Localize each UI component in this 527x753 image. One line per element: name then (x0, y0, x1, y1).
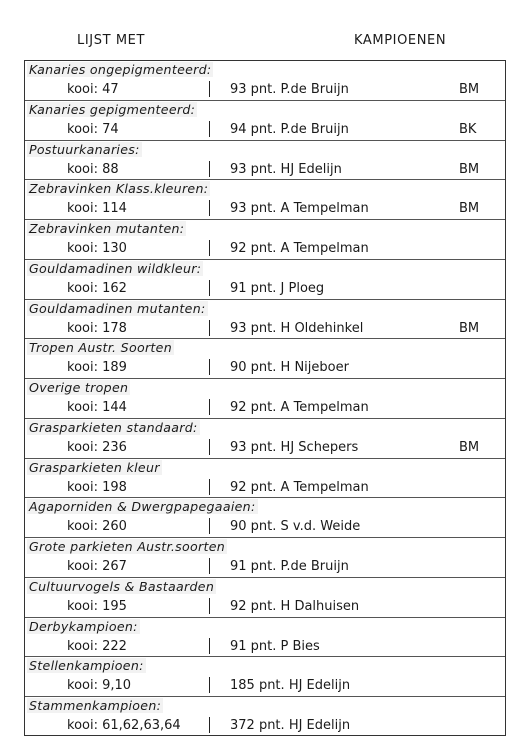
score-and-name (230, 82, 349, 97)
champion-entry (25, 220, 505, 260)
score-and-name (230, 678, 350, 693)
champion-entry (25, 339, 505, 379)
breeder-name: A Tempelman (280, 241, 369, 256)
cage-number: kooi: 236 (67, 439, 127, 455)
points: 94 pnt. (230, 121, 277, 137)
category-label: Gouldamadinen mutanten: (29, 300, 206, 316)
category-label: Gouldamadinen wildkleur: (29, 260, 202, 276)
champion-entry (25, 260, 505, 300)
points: 93 pnt. (230, 161, 277, 177)
cage-number: kooi: 47 (67, 82, 119, 97)
breeder-name: HJ Edelijn (288, 678, 351, 694)
category-label: Tropen Austr. Soorten (29, 340, 172, 356)
category-label: Grote parkieten Austr.soorten (29, 539, 226, 554)
cage-number: kooi: 61,62,63,64 (67, 718, 181, 733)
points: 185 pnt. (230, 678, 285, 694)
score-and-name (230, 360, 349, 375)
champion-entry (25, 141, 505, 181)
points: 91 pnt. (230, 559, 277, 574)
points: 91 pnt. (230, 638, 277, 654)
category-label: Grasparkieten kleur (29, 459, 160, 475)
points: 91 pnt. (230, 280, 277, 296)
award-badge: BM (459, 161, 480, 177)
breeder-name: J Ploeg (280, 280, 325, 296)
column-separator (209, 121, 210, 137)
points: 93 pnt. (230, 201, 277, 217)
cage-number: kooi: 144 (67, 400, 127, 415)
champion-entry (25, 101, 505, 141)
category-label: Derbykampioen: (29, 618, 138, 634)
column-separator (209, 280, 210, 296)
breeder-name: HJ Schepers (280, 439, 359, 455)
column-separator (209, 81, 210, 97)
champion-entry (25, 697, 505, 737)
column-separator (209, 677, 210, 693)
champion-entry (25, 538, 505, 578)
champion-entry (25, 379, 505, 419)
breeder-name: P.de Bruijn (280, 559, 349, 574)
cage-number: kooi: 162 (67, 280, 127, 296)
header-right-title: KAMPIOENEN (354, 33, 447, 48)
column-separator (209, 558, 210, 574)
cage-number: kooi: 222 (67, 638, 127, 654)
column-separator (209, 717, 210, 733)
cage-number: kooi: 178 (67, 320, 127, 336)
category-label: Kanaries ongepigmenteerd: (29, 62, 212, 77)
column-separator (209, 320, 210, 336)
breeder-name: H Nijeboer (280, 360, 349, 376)
column-separator (209, 200, 210, 216)
score-and-name (230, 480, 369, 495)
column-separator (209, 518, 210, 534)
breeder-name: HJ Edelijn (280, 161, 342, 177)
header-left-title: LIJST MET (77, 33, 146, 48)
champion-entry (25, 657, 505, 697)
breeder-name: S v.d. Weide (280, 519, 361, 535)
score-and-name (230, 241, 369, 256)
category-label: Kanaries gepigmenteerd: (29, 101, 196, 117)
cage-number: kooi: 267 (67, 559, 127, 574)
column-separator (209, 479, 210, 495)
breeder-name: A Tempelman (280, 479, 369, 495)
score-and-name (230, 400, 369, 415)
column-separator (209, 439, 210, 455)
cage-number: kooi: 260 (67, 519, 127, 535)
award-badge: BM (459, 82, 480, 97)
score-and-name (230, 519, 360, 534)
column-separator (209, 161, 210, 177)
champion-entry (25, 61, 505, 101)
column-separator (209, 399, 210, 415)
breeder-name: A Tempelman (280, 400, 369, 415)
points: 93 pnt. (230, 82, 277, 97)
champion-entry (25, 578, 505, 618)
cage-number: kooi: 198 (67, 479, 127, 495)
award-badge: BM (459, 201, 480, 217)
column-separator (209, 598, 210, 614)
points: 93 pnt. (230, 439, 277, 455)
points: 90 pnt. (230, 519, 277, 535)
score-and-name (230, 201, 369, 216)
cage-number: kooi: 195 (67, 598, 127, 614)
score-and-name (230, 599, 359, 614)
category-label: Stellenkampioen: (29, 658, 144, 674)
points: 93 pnt. (230, 320, 277, 336)
score-and-name (230, 559, 349, 574)
score-and-name (230, 122, 349, 137)
breeder-name: P.de Bruijn (280, 82, 349, 97)
category-label: Cultuurvogels & Bastaarden (29, 578, 215, 594)
score-and-name (230, 639, 320, 654)
column-separator (209, 359, 210, 375)
cage-number: kooi: 88 (67, 161, 119, 177)
cage-number: kooi: 74 (67, 121, 119, 137)
category-label: Zebravinken mutanten: (29, 221, 185, 236)
points: 92 pnt. (230, 479, 277, 495)
award-badge: BM (459, 320, 480, 336)
breeder-name: P Bies (280, 638, 320, 654)
cage-number: kooi: 189 (67, 360, 127, 376)
score-and-name (230, 321, 363, 336)
breeder-name: A Tempelman (280, 201, 369, 217)
score-and-name (230, 162, 342, 177)
champion-entry (25, 180, 505, 220)
award-badge: BM (459, 439, 480, 455)
score-and-name (230, 718, 350, 733)
points: 92 pnt. (230, 241, 277, 256)
category-label: Zebravinken Klass.kleuren: (29, 181, 209, 197)
award-badge: BK (459, 121, 477, 137)
category-label: Postuurkanaries: (29, 141, 140, 157)
champion-entry (25, 618, 505, 658)
score-and-name (230, 440, 358, 455)
cage-number: kooi: 130 (67, 241, 127, 256)
category-label: Stammenkampioen: (29, 698, 162, 713)
points: 92 pnt. (230, 598, 277, 614)
points: 372 pnt. (230, 718, 285, 733)
category-label: Agaporniden & Dwergpapegaaien: (29, 499, 256, 515)
points: 92 pnt. (230, 400, 277, 415)
score-and-name (230, 281, 324, 296)
cage-number: kooi: 114 (67, 201, 127, 217)
champions-table (24, 60, 506, 736)
breeder-name: H Oldehinkel (280, 320, 364, 336)
points: 90 pnt. (230, 360, 277, 376)
champion-entry (25, 300, 505, 340)
breeder-name: P.de Bruijn (280, 121, 349, 137)
breeder-name: H Dalhuisen (280, 598, 360, 614)
column-separator (209, 240, 210, 256)
champion-entry (25, 419, 505, 459)
category-label: Overige tropen (29, 380, 129, 395)
breeder-name: HJ Edelijn (288, 718, 351, 733)
category-label: Grasparkieten standaard: (29, 419, 198, 435)
champion-entry (25, 459, 505, 499)
column-separator (209, 638, 210, 654)
champion-entry (25, 498, 505, 538)
cage-number: kooi: 9,10 (67, 678, 132, 694)
